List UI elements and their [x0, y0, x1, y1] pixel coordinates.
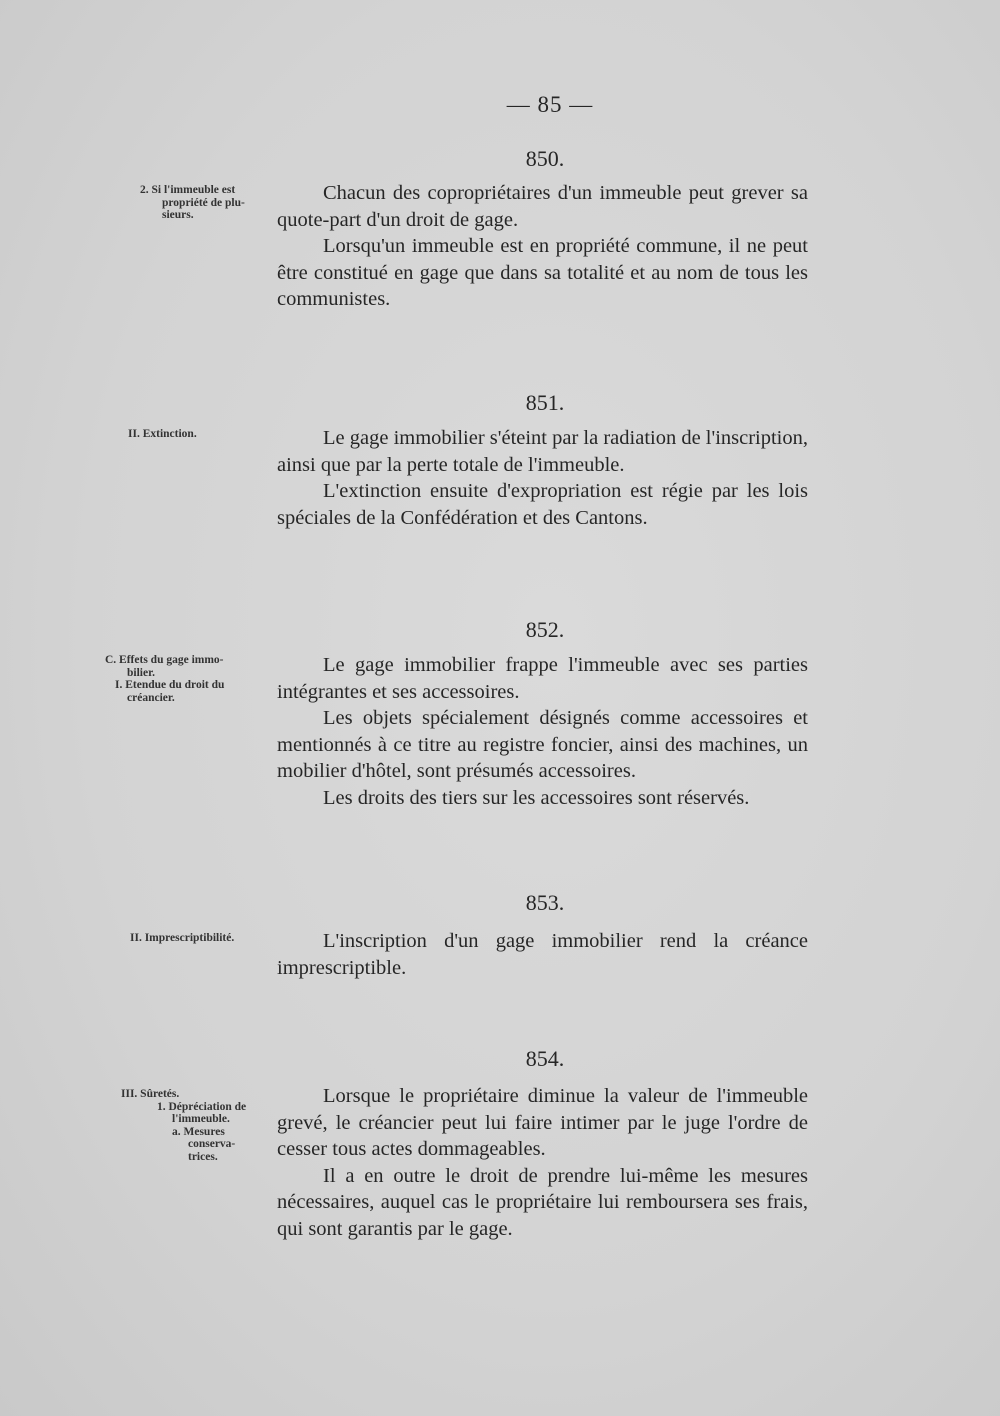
- margin-line: l'immeuble.: [172, 1113, 230, 1125]
- paragraph: Lorsqu'un immeuble est en propriété commune, il ne peut être constitué en gage que dans sa totalité et au nom de tous les communistes.: [277, 235, 808, 310]
- article-number: 850.: [525, 146, 565, 171]
- margin-line: C. Effets du gage immo-: [105, 654, 224, 666]
- paragraph: Chacun des copropriétaires d'un immeuble peut grever sa quote-part d'un droit de gage.: [277, 182, 808, 231]
- paragraph: L'inscription d'un gage immobilier rend la créance imprescriptible.: [277, 930, 808, 979]
- paragraph: Le gage immobilier frappe l'immeuble avec ses parties intégrantes et ses accessoires.: [277, 654, 808, 703]
- page-number: — 85 —: [506, 92, 594, 117]
- article-body: [277, 180, 808, 313]
- margin-line: III. Sûretés.: [121, 1088, 180, 1100]
- margin-note: [130, 932, 234, 945]
- margin-line: créancier.: [127, 691, 175, 704]
- margin-line: sieurs.: [162, 209, 194, 221]
- article-body: [277, 652, 808, 811]
- paragraph: Les droits des tiers sur les accessoires sont réservés.: [323, 786, 750, 809]
- article-number: 854.: [525, 1046, 565, 1071]
- article-body: [277, 928, 808, 981]
- article-number: 852.: [525, 617, 565, 642]
- paragraph: L'extinction ensuite d'expropriation est régie par les lois spéciales de la Confédération et des Cantons.: [277, 480, 808, 529]
- margin-line: a. Mesures: [172, 1125, 225, 1138]
- article-body: [277, 1083, 808, 1242]
- article-number: 851.: [525, 390, 565, 415]
- paragraph: Il a en outre le droit de prendre lui-même les mesures nécessaires, auquel cas le propriétaire lui remboursera ses frais, qui sont garantis par le gage.: [277, 1164, 808, 1240]
- article-body: [277, 425, 808, 531]
- margin-line: propriété de plu-: [162, 196, 245, 209]
- margin-line: 2. Si l'immeuble est: [140, 184, 236, 196]
- article-number: 853.: [525, 890, 565, 915]
- margin-line: II. Extinction.: [128, 428, 197, 440]
- margin-note: [105, 654, 224, 704]
- margin-note: [128, 428, 197, 441]
- margin-line: 1. Dépréciation de: [157, 1100, 247, 1113]
- paragraph: Le gage immobilier s'éteint par la radiation de l'inscription, ainsi que par la perte totale de l'immeuble.: [277, 427, 809, 476]
- margin-line: conserva-: [188, 1138, 236, 1150]
- margin-note: [121, 1088, 246, 1163]
- paragraph: Les objets spécialement désignés comme accessoires et mentionnés à ce titre au registre foncier, ainsi des machines, un mobilier d'hôtel, sont présumés accessoires.: [277, 707, 808, 782]
- margin-note: [140, 184, 245, 222]
- paragraph: Lorsque le propriétaire diminue la valeur de l'immeuble grevé, le créancier peut lui faire intimer par le juge l'ordre de cesser tous actes dommageables.: [277, 1085, 808, 1160]
- margin-line: bilier.: [127, 666, 156, 679]
- margin-line: trices.: [188, 1150, 218, 1163]
- margin-line: II. Imprescriptibilité.: [130, 932, 235, 944]
- margin-line: I. Etendue du droit du: [115, 679, 225, 691]
